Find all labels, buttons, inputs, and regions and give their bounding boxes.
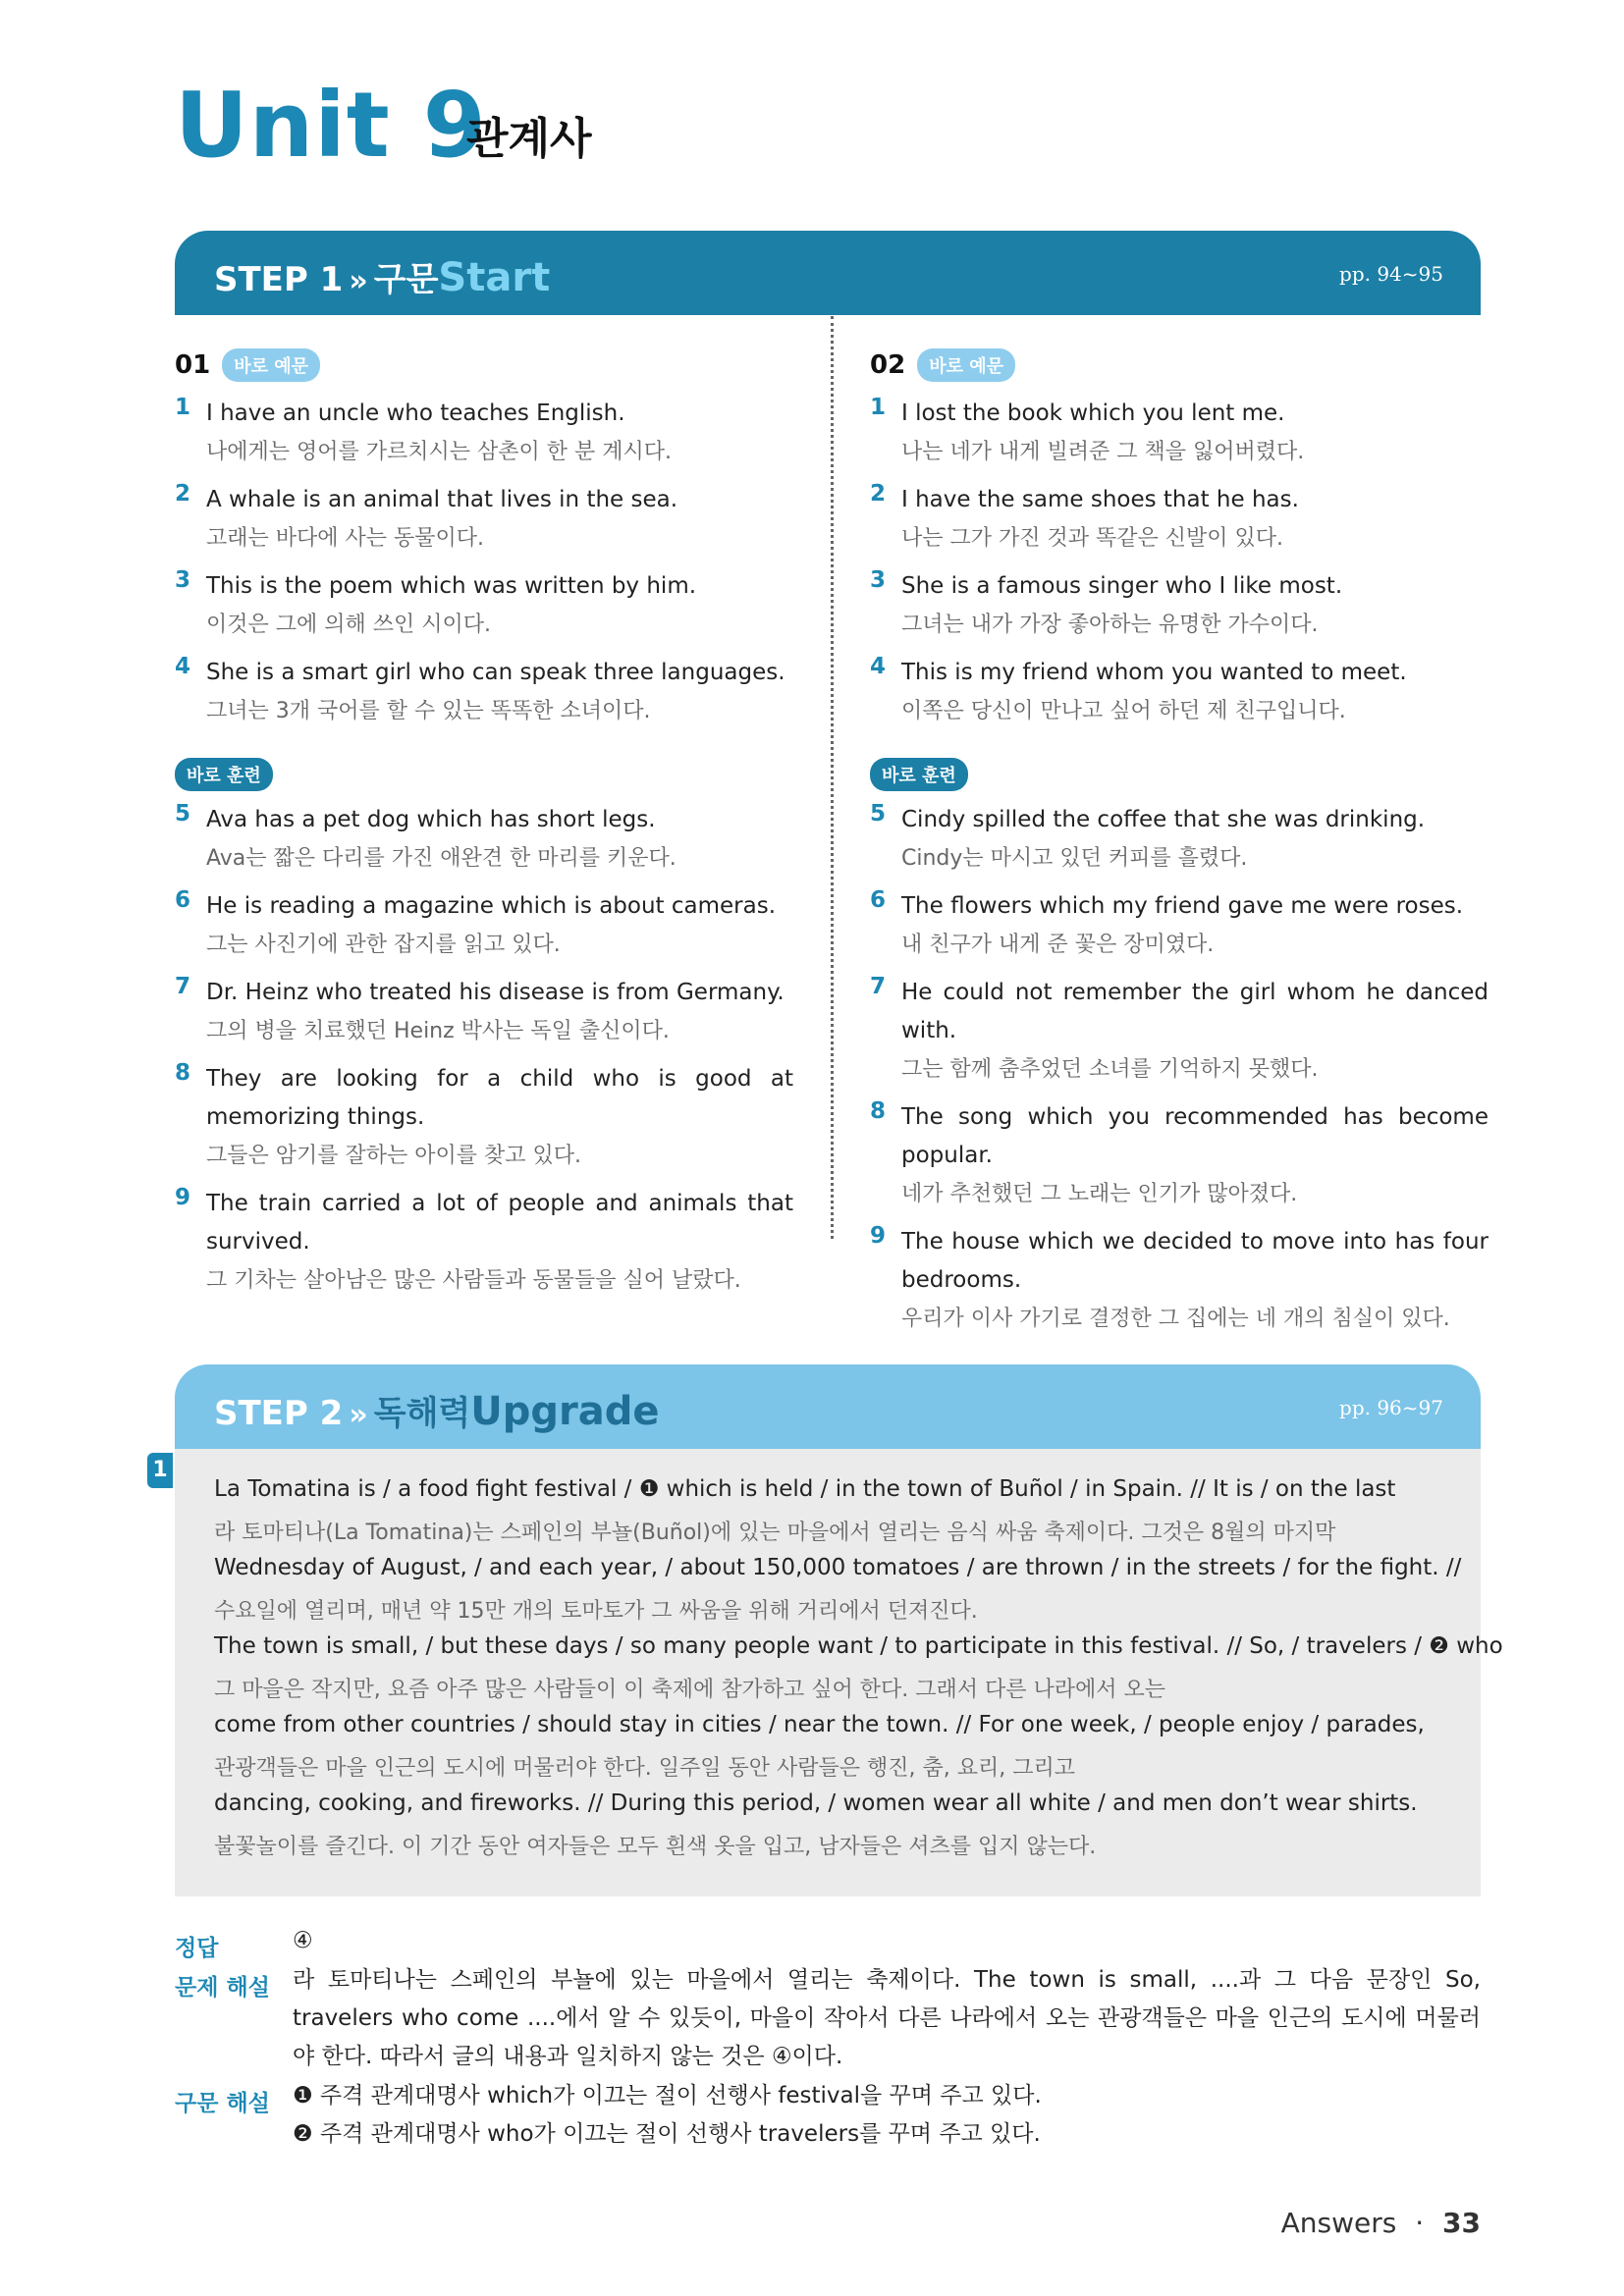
item-korean: 우리가 이사 가기로 결정한 그 집에는 네 개의 침실이 있다.: [901, 1307, 1450, 1331]
passage-translation: 수요일에 열리며, 매년 약 15만 개의 토마토가 그 싸움을 위해 거리에서 던져진다.: [214, 1599, 978, 1624]
example-list: [175, 395, 793, 730]
list-item: [175, 801, 793, 878]
item-number: 2: [870, 481, 887, 507]
item-korean: 네가 추천했던 그 노래는 인기가 많아졌다.: [901, 1182, 1298, 1206]
item-number: 5: [175, 801, 191, 827]
item-number: 7: [175, 974, 191, 999]
list-item: [870, 567, 1489, 644]
list-item: [870, 1223, 1489, 1338]
item-korean: Ava는 짧은 다리를 가진 애완견 한 마리를 키운다.: [206, 846, 677, 871]
column-divider: [831, 316, 834, 1239]
list-item: [870, 481, 1489, 558]
page-footer: [1281, 2207, 1481, 2239]
step1-title: [214, 252, 550, 300]
answer-label: 정답: [175, 1936, 219, 1961]
item-number: 9: [175, 1185, 191, 1210]
list-item: [175, 567, 793, 644]
list-item: [175, 974, 793, 1050]
item-korean: Cindy는 마시고 있던 커피를 흘렸다.: [901, 846, 1248, 871]
item-korean: 이쪽은 당신이 만나고 싶어 하던 제 친구입니다.: [901, 699, 1346, 723]
list-item: [175, 1185, 793, 1300]
list-item: [175, 1060, 793, 1175]
training-list: [175, 801, 793, 1300]
item-korean: 그는 사진기에 관한 잡지를 읽고 있다.: [206, 933, 561, 957]
example-badge: 바로 예문: [222, 348, 320, 382]
item-english: The song which you recommended has become popular.: [901, 1104, 1489, 1168]
item-number: 6: [175, 887, 191, 913]
step1-label: STEP 1: [214, 260, 344, 299]
item-number: 4: [175, 654, 191, 679]
item-english: I have an uncle who teaches English.: [206, 400, 625, 426]
item-korean: 나는 네가 내게 빌려준 그 책을 잃어버렸다.: [901, 440, 1305, 464]
passage-line: La Tomatina is / a food fight festival / ❶ which is held / in the town of Buñol / in Spain. // It is / on the last: [214, 1476, 1396, 1502]
double-chevron-icon: »: [349, 1398, 368, 1432]
list-item: [870, 1098, 1489, 1213]
item-english: The house which we decided to move into has four bedrooms.: [901, 1229, 1489, 1293]
step1-pages: pp. 94~95: [1339, 262, 1443, 286]
passage-translation: 불꽃놀이를 즐긴다. 이 기간 동안 여자들은 모두 흰색 옷을 입고, 남자들은 셔츠를 입지 않는다.: [214, 1835, 1097, 1859]
step1-right-column: [870, 346, 1489, 1338]
list-item: [870, 395, 1489, 471]
answer-value: ④: [293, 1928, 313, 1953]
footer-separator: ·: [1415, 2207, 1425, 2239]
unit-subtitle: 관계사: [466, 114, 592, 164]
example-badge: 바로 예문: [917, 348, 1015, 382]
step1-english: Start: [438, 255, 551, 300]
example-list: [870, 395, 1489, 730]
syntax-note-2: ❷ 주격 관계대명사 who가 이끄는 절이 선행사 travelers를 꾸며 주고 있다.: [293, 2121, 1041, 2147]
section-header: [175, 346, 793, 385]
syntax-note-1: ❶ 주격 관계대명사 which가 이끄는 절이 선행사 festival을 꾸며 주고 있다.: [293, 2083, 1042, 2109]
passage-line: come from other countries / should stay in cities / near the town. // For one week, / people enjoy / parades,: [214, 1712, 1425, 1737]
item-english: I lost the book which you lent me.: [901, 400, 1285, 426]
item-english: A whale is an animal that lives in the sea.: [206, 487, 678, 512]
item-english: He is reading a magazine which is about cameras.: [206, 893, 777, 919]
item-english: Cindy spilled the coffee that she was drinking.: [901, 807, 1426, 832]
item-english: Dr. Heinz who treated his disease is from Germany.: [206, 980, 785, 1005]
item-english: They are looking for a child who is good at memorizing things.: [206, 1066, 793, 1130]
item-number: 1: [870, 395, 887, 420]
training-list: [870, 801, 1489, 1338]
explain-label: 문제 해설: [175, 1975, 270, 2001]
step2-label: STEP 2: [214, 1394, 344, 1433]
item-number: 7: [870, 974, 887, 999]
item-korean: 나에게는 영어를 가르치시는 삼촌이 한 분 계시다.: [206, 440, 672, 464]
item-korean: 그의 병을 치료했던 Heinz 박사는 독일 출신이다.: [206, 1019, 670, 1043]
item-number: 2: [175, 481, 191, 507]
double-chevron-icon: »: [349, 264, 368, 298]
item-english: This is my friend whom you wanted to meet.: [901, 660, 1407, 685]
item-korean: 그 기차는 살아남은 많은 사람들과 동물들을 실어 날랐다.: [206, 1268, 741, 1293]
question-number: 1: [147, 1453, 173, 1488]
section-header: [870, 346, 1489, 385]
explain-text: 라 토마티나는 스페인의 부뇰에 있는 마을에서 열리는 축제이다. The town is small, ....과 그 다음 문장인 So, travelers who come ....에서 알 수 있듯이, 마을이 작아서 다른 나라에서 오는 관광객들은 마을 인근의 도시에 머물러야 한다. 따라서 글의 내용과 일치하지 않는 것은 ④이다.: [293, 1967, 1481, 2069]
section-number: 01: [175, 350, 211, 380]
item-english: She is a smart girl who can speak three languages.: [206, 660, 785, 685]
passage-translation: 관광객들은 마을 인근의 도시에 머물러야 한다. 일주일 동안 사람들은 행진, 춤, 요리, 그리고: [214, 1756, 1075, 1781]
item-korean: 이것은 그에 의해 쓰인 시이다.: [206, 613, 491, 637]
item-number: 8: [175, 1060, 191, 1086]
passage-translation: 그 마을은 작지만, 요즘 아주 많은 사람들이 이 축제에 참가하고 싶어 한다. 그래서 다른 나라에서 오는: [214, 1678, 1165, 1702]
item-english: The flowers which my friend gave me were roses.: [901, 893, 1464, 919]
training-badge: 바로 훈련: [175, 758, 273, 791]
item-number: 8: [870, 1098, 887, 1124]
item-korean: 고래는 바다에 사는 동물이다.: [206, 526, 484, 551]
list-item: [175, 481, 793, 558]
item-korean: 내 친구가 내게 준 꽃은 장미였다.: [901, 933, 1215, 957]
reading-passage: [175, 1449, 1503, 1896]
syntax-label: 구문 해설: [175, 2091, 270, 2116]
step2-header: [175, 1364, 1481, 1449]
step2-korean: 독해력: [373, 1394, 471, 1433]
item-english: The train carried a lot of people and animals that survived.: [206, 1191, 793, 1255]
item-number: 6: [870, 887, 887, 913]
list-item: [175, 395, 793, 471]
list-item: [870, 654, 1489, 730]
training-badge: 바로 훈련: [870, 758, 968, 791]
step2-pages: pp. 96~97: [1339, 1396, 1443, 1419]
section-number: 02: [870, 350, 906, 380]
item-korean: 그녀는 내가 가장 좋아하는 유명한 가수이다.: [901, 613, 1319, 637]
item-korean: 나는 그가 가진 것과 똑같은 신발이 있다.: [901, 526, 1283, 551]
item-number: 4: [870, 654, 887, 679]
step2-title: [214, 1386, 660, 1434]
step1-korean: 구문: [373, 260, 439, 299]
item-korean: 그들은 암기를 잘하는 아이를 찾고 있다.: [206, 1144, 581, 1168]
item-korean: 그는 함께 춤추었던 소녀를 기억하지 못했다.: [901, 1057, 1319, 1082]
passage-translation: 라 토마티나(La Tomatina)는 스페인의 부뇰(Buñol)에 있는 마을에서 열리는 음식 싸움 축제이다. 그것은 8월의 마지막: [214, 1521, 1336, 1545]
list-item: [870, 974, 1489, 1089]
step1-left-column: [175, 346, 793, 1300]
page-number: 33: [1442, 2207, 1481, 2239]
item-english: She is a famous singer who I like most.: [901, 573, 1343, 599]
item-english: This is the poem which was written by him.: [206, 573, 697, 599]
item-english: I have the same shoes that he has.: [901, 487, 1299, 512]
list-item: [175, 887, 793, 964]
list-item: [175, 654, 793, 730]
passage-line: Wednesday of August, / and each year, / about 150,000 tomatoes / are thrown / in the streets / for the fight. //: [214, 1555, 1462, 1580]
passage-line: dancing, cooking, and fireworks. // During this period, / women wear all white / and men don’t wear shirts.: [214, 1790, 1418, 1816]
footer-label: Answers: [1280, 2207, 1397, 2239]
list-item: [870, 887, 1489, 964]
passage-line: The town is small, / but these days / so many people want / to participate in this festival. // So, / travelers / ❷ who: [214, 1633, 1503, 1659]
item-number: 9: [870, 1223, 887, 1249]
list-item: [870, 801, 1489, 878]
item-number: 3: [175, 567, 191, 593]
item-korean: 그녀는 3개 국어를 할 수 있는 똑똑한 소녀이다.: [206, 699, 651, 723]
step2-english: Upgrade: [470, 1389, 660, 1434]
item-number: 3: [870, 567, 887, 593]
step1-header: [175, 231, 1481, 315]
unit-title: Unit 9: [175, 73, 487, 178]
item-english: He could not remember the girl whom he danced with.: [901, 980, 1489, 1043]
item-english: Ava has a pet dog which has short legs.: [206, 807, 656, 832]
item-number: 5: [870, 801, 887, 827]
item-number: 1: [175, 395, 191, 420]
